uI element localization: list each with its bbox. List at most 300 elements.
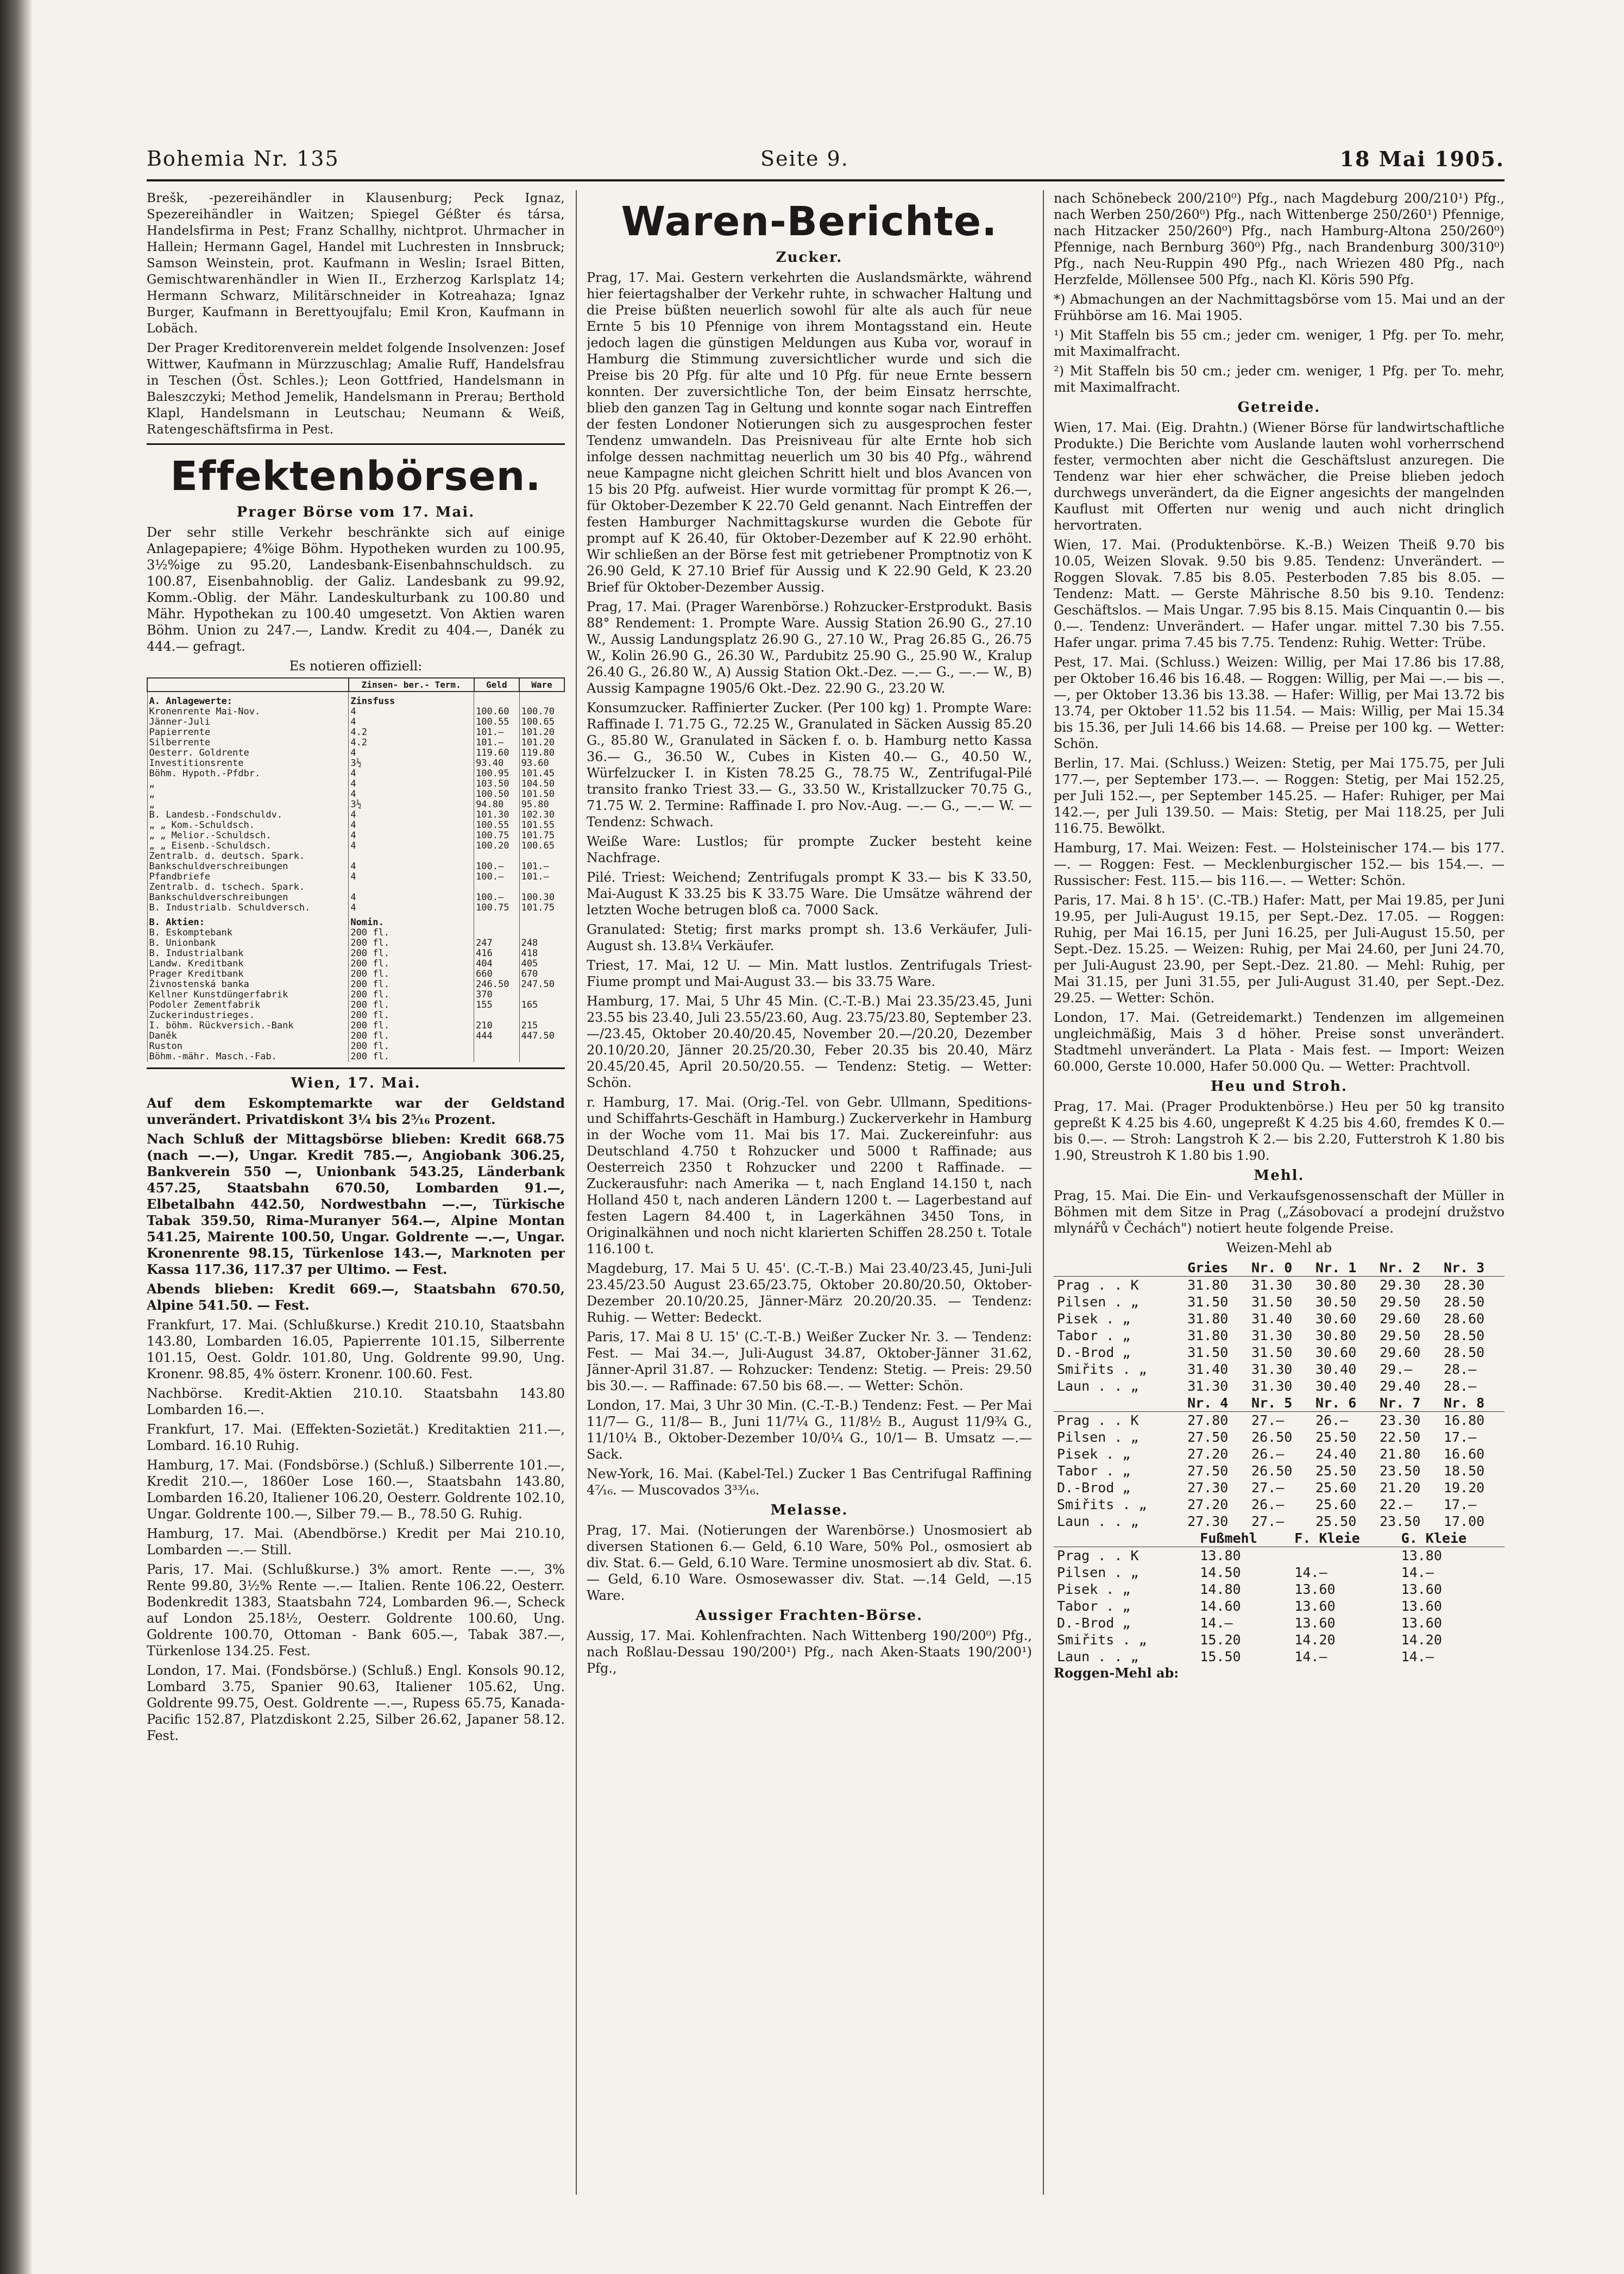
zucker-heading: Zucker. — [776, 249, 843, 266]
securities-cell: 4.2 — [349, 738, 474, 748]
flour-row — [1054, 1462, 1505, 1479]
flour-cell: 29.60 — [1379, 1345, 1421, 1360]
securities-cell: 100.60 — [474, 707, 520, 717]
securities-cell: B. Unionbank — [147, 938, 349, 948]
securities-cell: 93.40 — [474, 758, 520, 769]
flour-row — [1054, 1564, 1505, 1581]
flour-cell: 31.80 — [1187, 1277, 1229, 1293]
flour-cell: 30.60 — [1315, 1345, 1357, 1360]
securities-cell: 215 — [519, 1021, 564, 1031]
wheat-flour-label: Weizen-Mehl ab — [1226, 1240, 1332, 1255]
flour-cell: 31.30 — [1251, 1378, 1293, 1394]
flour-cell: 14.50 — [1200, 1565, 1241, 1580]
securities-row — [147, 928, 564, 938]
flour-cell: D.-Brod „ — [1057, 1615, 1131, 1631]
flour-cell: 25.50 — [1315, 1429, 1357, 1445]
securities-cell: Silberrente — [147, 738, 349, 748]
flour-cell: 28.50 — [1443, 1345, 1485, 1360]
securities-row — [147, 758, 564, 769]
flour-row — [1054, 1631, 1505, 1648]
flour-header-cell: Gries — [1184, 1259, 1248, 1277]
sugar-london: London, 17. Mai, 3 Uhr 30 Min. (C.-T.-B.) Tendenz: Fest. — Per Mai 11/7— G., 11/8— B., Juni 11/7¼ G., 11/8½ B., August 11/9¾ G., 11/10¼ B., Oktober-Dezember 10/0¼ G., 10/1— B. Umsatz —.— Sack. — [587, 1398, 1032, 1462]
hay-straw-report: Prag, 17. Mai. (Prager Produktenbörse.) Heu per 50 kg transito gepreßt K 4.25 bis 4.60, ungepreßt K 4.25 bis 4.60, fremdes K 0.— bis 0.—. — Stroh: Langstroh K 2.— bis 2.20, Futterstroh K 1.80 bis 1.90, Streustroh K 1.80 bis 1.90. — [1054, 1099, 1505, 1163]
flour-cell: 13.60 — [1294, 1598, 1336, 1614]
securities-row — [147, 1041, 564, 1052]
securities-cell: „ — [147, 800, 349, 810]
securities-section-a: A. Anlagewerte: Zinsfuss Kronenrente Mai-Nov. 4 100.60 100.70 Jänner-Juli 4 100.55 100.65 Papierrente 4.2 101.— 101.20 Silberrente 4.2 101.— 101.20 Oesterr. Goldrente 4 119.60 119.80 Investitionsrente 3½ 93.40 93.60 Böhm. Hypoth.-Pfdbr. 4 100.95 101.45 „ 4 103.50 104.50 „ 4 100.50 101.50 „ 3½ 94.80 95.80 B. Landesb.-Fondschuldv. 4 101.30 102.30 „ „ Kom.-Schuldsch. 4 100.55 101.55 „ „ Melior.-Schuldsch. 4 100.75 101.75 „ „ Eisenb.-Schuldsch. 4 100.20 100.65 Zentralb. d. deutsch. Spark. Bankschuldverschreibungen 4 100.— 101.— Pfandbriefe 4 100.— 101.— Zentralb. d. tschech. Spark. Bankschuldverschreibungen 4 100.— 100.30 B. Industrialb. Schuldversch. 4 100.75 101.75 — [147, 692, 564, 913]
securities-cell: 4 — [349, 769, 474, 779]
securities-cell: 100.65 — [519, 717, 564, 727]
paris-report: Paris, 17. Mai. (Schlußkurse.) 3% amort. Rente —.—, 3% Rente 99.80, 3½% Rente —.— Italien. Rente 106.22, Oesterr. Bodenkredit 1383, Staatsbahn 724, Lombarden 96.—, Scheck auf London 25.18½, Oesterr. Goldrente 100.60, Ung. Goldrente 100.70, Ottoman - Bank 605.—, Tabak 387.—, Türkenlose 134.25. Fest. — [147, 1562, 565, 1659]
prague-exchange-report: Der sehr stille Verkehr beschränkte sich auf einige Anlagepapiere; 4%ige Böhm. Hypotheken wurden zu 100.95, 3½%ige zu 95.20, Landesbank-Eisenbahnschuldsch. zu 100.87, Eisenbahnoblig. der Galiz. Landesbank zu 99.92, Komm.-Oblig. der Mähr. Landeskulturbank zu 100.80 und Mähr. Hypothekan zu 100.40 umgesetzt. Von Aktien waren Böhm. Union zu 247.—, Landw. Kredit zu 404.—, Danék zu 444.— gefragt. — [147, 525, 565, 654]
flour-cell: 27.50 — [1187, 1463, 1229, 1479]
securities-cell: 100.55 — [474, 820, 520, 831]
securities-cell: 100.95 — [474, 769, 520, 779]
securities-cell: 447.50 — [519, 1031, 564, 1041]
flour-cell: 14.— — [1401, 1565, 1434, 1580]
flour-row — [1054, 1344, 1505, 1361]
securities-cell: B. Eskomptebank — [147, 928, 349, 938]
official-quotes-label: Es notieren offiziell: — [289, 658, 423, 674]
flour-header-cell — [1054, 1259, 1184, 1277]
freight-continued: nach Schönebeck 200/210⁰) Pfg., nach Magdeburg 200/210¹) Pfg., nach Werben 250/260⁰) Pfg., nach Wittenberge 250/260¹) Pfennige, nach Hitzacker 250/260⁰) Pfg., nach Hamburg-Altona 250/260⁰) Pfennige, nach Bernburg 360⁰) Pfg., nach Brandenburg 300/310⁰) Pfg., nach Neu-Ruppin 490 Pfg., nach Wriezen 480 Pfg., nach Herzfelde, Möllensee 500 Pfg., nach Kl. Köris 590 Pfg. — [1054, 191, 1505, 287]
securities-cell: 119.80 — [519, 748, 564, 758]
sugar-trieste: Triest, 17. Mai, 12 U. — Min. Matt lustlos. Zentrifugals Triest-Fiume prompt und Mai-August 33.— bis 33.75 Ware. — [587, 958, 1032, 989]
securities-cell: Ruston — [147, 1041, 349, 1052]
flour-header-cell: G. Kleie — [1398, 1530, 1505, 1547]
securities-cell — [349, 851, 474, 862]
securities-cell: 101.20 — [519, 738, 564, 748]
securities-cell: Investitionsrente — [147, 758, 349, 769]
securities-cell: 165 — [519, 1000, 564, 1010]
flour-cell: 16.80 — [1443, 1412, 1485, 1428]
securities-cell: 100.55 — [474, 717, 520, 727]
flour-cell: 25.60 — [1315, 1497, 1357, 1512]
securities-row — [147, 810, 564, 820]
freight-footnote-3: ²) Mit Staffeln bis 50 cm.; jeder cm. weniger, 1 Pfg. per To. mehr, mit Maximalfracht. — [1054, 363, 1505, 395]
header-rule — [147, 179, 1505, 181]
column-divider-2 — [1043, 190, 1044, 2195]
grain-berlin: Berlin, 17. Mai. (Schluss.) Weizen: Stetig, per Mai 175.75, per Juli 177.—, per September 173.—. — Roggen: Stetig, per Mai 152.25, per Juli 152.—, per September 145.25. — Hafer: Ruhiger, per Mai 142.—, per Juli 139.50. — Mais: Stetig, per Mai 118.25, per Juli 116.75. Bewölkt. — [1054, 756, 1505, 836]
flour-cell: 31.50 — [1187, 1345, 1229, 1360]
securities-cell: 200 fl. — [349, 969, 474, 979]
securities-cell: 4 — [349, 841, 474, 851]
securities-cell: 100.50 — [474, 789, 520, 800]
sugar-white-goods: Weiße Ware: Lustlos; für prompte Zucker besteht keine Nachfrage. — [587, 834, 1032, 865]
securities-cell: Papierrente — [147, 727, 349, 738]
securities-cell: Daněk — [147, 1031, 349, 1041]
securities-row — [147, 872, 564, 882]
flour-cell: Pilsen . „ — [1057, 1565, 1139, 1580]
flour-cell: 31.40 — [1187, 1361, 1229, 1377]
flour-cell: 30.40 — [1315, 1361, 1357, 1377]
flour-header-cell: Nr. 2 — [1376, 1259, 1440, 1277]
securities-section-b: B. Aktien: Nomin. B. Eskomptebank 200 fl. B. Unionbank 200 fl. 247 248 B. Industrialbank 200 fl. 416 418 Landw. Kreditbank 200 fl. 404 405 Prager Kreditbank 200 fl. 660 670 Živnostenská banka 200 fl. 246.50 247.50 Kellner Kunstdüngerfabrik 200 fl. 370 Podoler Zementfabrik 200 fl. 155 165 Zuckerindustrieges. 200 fl. I. böhm. Rückversich.-Bank 200 fl. 210 215 Daněk 200 fl. 444 447.50 Ruston 200 fl. Böhm.-mähr. Masch.-Fab. 200 fl. — [147, 913, 564, 1062]
securities-row — [147, 820, 564, 831]
securities-cell: 200 fl. — [349, 1021, 474, 1031]
flour-header-cell: Nr. 5 — [1248, 1394, 1312, 1412]
flour-row — [1054, 1327, 1505, 1344]
effektenboersen-heading: Effektenbörsen. — [170, 453, 542, 500]
flour-cell: 13.60 — [1401, 1581, 1442, 1597]
securities-cell: 416 — [474, 948, 520, 959]
flour-cell: 26.— — [1251, 1446, 1285, 1462]
securities-cell: Oesterr. Goldrente — [147, 748, 349, 758]
rye-flour-label: Roggen-Mehl ab: — [1054, 1665, 1179, 1681]
waren-berichte-heading: Waren-Berichte. — [621, 198, 998, 245]
flour-cell: 27.20 — [1187, 1446, 1229, 1462]
flour-row — [1054, 1361, 1505, 1378]
securities-cell: Pfandbriefe — [147, 872, 349, 882]
flour-row — [1054, 1446, 1505, 1462]
securities-cell: 93.60 — [519, 758, 564, 769]
flour-cell: 21.20 — [1379, 1480, 1421, 1496]
flour-header-cell: F. Kleie — [1291, 1530, 1398, 1547]
sugar-hamburg: Hamburg, 17. Mai, 5 Uhr 45 Min. (C.-T.-B.) Mai 23.35/23.45, Juni 23.55 bis 23.40, Juli 23.55/23.60, Aug. 23.75/23.80, September 23.—/23.45, Oktober 20.40/20.45, November 20.—/20.20, Dezember 20.10/20.20, Jänner 20.25/20.30, Feber 20.35 bis 20.40, März 20.45/20.45, April 20.50/20.55. — Tendenz: Stetig. — Wetter: Schön. — [587, 994, 1032, 1090]
securities-cell: 119.60 — [474, 748, 520, 758]
securities-cell: B. Landesb.-Fondschuldv. — [147, 810, 349, 820]
flour-cell: D.-Brod „ — [1057, 1480, 1131, 1496]
securities-cell: 101.— — [519, 872, 564, 882]
flour-row — [1054, 1412, 1505, 1429]
header-paper-number: Bohemia Nr. 135 — [147, 147, 339, 171]
securities-cell: 101.20 — [519, 727, 564, 738]
securities-row — [147, 990, 564, 1000]
sugar-consumer: Konsumzucker. Raffinierter Zucker. (Per 100 kg) 1. Prompte Ware: Raffinade I. 71.75 G., 72.25 W., Granulated in Säcken Aussig 85.20 G., 85.80 W., Granulated in Säcken f. o. b. Hamburg netto Kassa 36.— G., 36.50 W., Cubes in Kisten 40.— G., 40.50 W., Würfelzucker I. in Kisten 78.25 G., 78.75 W., Zentrifugal-Pilé transito franko Triest 33.— G., 33.50 W., Kristallzucker 70.75 G., 71.75 W. 2. Termine: Raffinade I. pro Nov.-Aug. —.— G., —.— W. — Tendenz: Schwach. — [587, 700, 1032, 830]
flour-table-header — [1054, 1394, 1505, 1412]
securities-cell: 101.— — [474, 727, 520, 738]
flour-cell: 13.80 — [1200, 1548, 1241, 1563]
securities-cell: 4 — [349, 893, 474, 903]
flour-cell: 17.— — [1443, 1497, 1477, 1512]
flour-intro: Prag, 15. Mai. Die Ein- und Verkaufsgenossenschaft der Müller in Böhmen mit dem Sitze in Prag („Zásobovací a prodejní družstvo mlynářů v Čechách") notiert heute folgende Preise. — [1054, 1188, 1505, 1236]
securities-row — [147, 727, 564, 738]
mehl-heading: Mehl. — [1254, 1167, 1305, 1184]
securities-cell: 100.— — [474, 872, 520, 882]
flour-cell: 29.60 — [1379, 1311, 1421, 1327]
securities-cell: 4 — [349, 820, 474, 831]
securities-row — [147, 969, 564, 979]
securities-cell: 4 — [349, 748, 474, 758]
securities-cell: 4 — [349, 707, 474, 717]
flour-cell: 27.50 — [1187, 1429, 1229, 1445]
flour-cell: 31.40 — [1251, 1311, 1293, 1327]
securities-cell: 200 fl. — [349, 1052, 474, 1062]
securities-row — [147, 851, 564, 862]
flour-header-cell: Nr. 0 — [1248, 1259, 1312, 1277]
section-b-label: B. Aktien: — [147, 913, 349, 928]
securities-cell: 4.2 — [349, 727, 474, 738]
securities-row — [147, 1021, 564, 1031]
flour-cell: 27.30 — [1187, 1513, 1229, 1529]
flour-cell: 29.— — [1379, 1361, 1413, 1377]
flour-row — [1054, 1615, 1505, 1631]
flour-cell: 19.20 — [1443, 1480, 1485, 1496]
flour-cell: 17.— — [1443, 1429, 1477, 1445]
securities-cell: 101.— — [474, 738, 520, 748]
flour-cell: 14.20 — [1294, 1632, 1336, 1648]
grain-london: London, 17. Mai. (Getreidemarkt.) Tendenzen im allgemeinen ungleichmäßig, Mais 3 d höher. Preise sonst unverändert. Stadtmehl unverändert. La Plata - Mais fest. — Import: Weizen 60.000, Gerste 10.000, Hafer 50.000 Qu. — Wetter: Prachtvoll. — [1054, 1010, 1505, 1074]
securities-cell: 100.— — [474, 893, 520, 903]
flour-cell: 14.80 — [1200, 1581, 1241, 1597]
flour-cell: 27.30 — [1187, 1480, 1229, 1496]
flour-cell: Smiřits . „ — [1057, 1361, 1147, 1377]
flour-table-header — [1054, 1530, 1505, 1547]
section-a-label: A. Anlagewerte: — [147, 692, 349, 707]
securities-cell: 101.— — [519, 862, 564, 872]
flour-cell: 30.80 — [1315, 1277, 1357, 1293]
flour-cell: Prag . . K — [1057, 1412, 1139, 1428]
flour-cell: Pisek . „ — [1057, 1581, 1131, 1597]
securities-cell: „ „ Kom.-Schuldsch. — [147, 820, 349, 831]
securities-cell — [474, 1052, 520, 1062]
securities-cell: 247 — [474, 938, 520, 948]
securities-cell: 102.30 — [519, 810, 564, 820]
flour-cell: 22.— — [1379, 1497, 1413, 1512]
flour-header-cell: Nr. 3 — [1440, 1259, 1505, 1277]
securities-cell: 200 fl. — [349, 928, 474, 938]
column-3 — [1054, 190, 1505, 2195]
flour-row — [1054, 1378, 1505, 1394]
securities-cell — [519, 1010, 564, 1021]
securities-cell: 100.65 — [519, 841, 564, 851]
flour-cell: Pilsen . „ — [1057, 1294, 1139, 1310]
london-report: London, 17. Mai. (Fondsbörse.) (Schluß.) Engl. Konsols 90.12, Lombard 3.75, Spanier 90.63, Italiener 105.62, Ung. Goldrente 99.75, Oest. Goldrente —.—, Rupess 65.75, Kanada-Pacific 152.87, Platzdiskont 2.25, Silber 26.62, Japaner 58.12. Fest. — [147, 1663, 565, 1743]
securities-cell: 3½ — [349, 758, 474, 769]
flour-cell: 15.50 — [1200, 1649, 1241, 1664]
flour-table-1 — [1054, 1259, 1505, 1394]
securities-row — [147, 959, 564, 969]
securities-row — [147, 789, 564, 800]
hamburg-report: Hamburg, 17. Mai. (Fondsbörse.) (Schluß.) Silberrente 101.—, Kredit 210.—, 1860er Lose 160.—, Staatsbahn 143.80, Lombarden 16.20, Italiener 106.20, Oesterr. Goldrente 102.10, Ungar. Goldrente 100.—, Silber 79.— B., 78.50 G. Ruhig. — [147, 1458, 565, 1522]
securities-cell: 4 — [349, 779, 474, 789]
securities-cell: Kellner Kunstdüngerfabrik — [147, 990, 349, 1000]
securities-cell — [474, 1010, 520, 1021]
securities-cell — [474, 1041, 520, 1052]
securities-cell — [519, 990, 564, 1000]
securities-cell: Landw. Kreditbank — [147, 959, 349, 969]
securities-cell: 94.80 — [474, 800, 520, 810]
securities-cell: Zentralb. d. tschech. Spark. — [147, 882, 349, 893]
sugar-pile: Pilé. Triest: Weichend; Zentrifugals prompt K 33.— bis K 33.50, Mai-August K 33.25 bis K 33.75 Ware. Die Umsätze während der letzten Woche betrugen bloß ca. 7000 Sack. — [587, 870, 1032, 918]
flour-cell: 24.40 — [1315, 1446, 1357, 1462]
flour-row — [1054, 1429, 1505, 1446]
securities-row — [147, 948, 564, 959]
securities-cell: 4 — [349, 872, 474, 882]
securities-cell: 101.75 — [519, 831, 564, 841]
securities-row — [147, 1031, 564, 1041]
flour-cell: 27.20 — [1187, 1497, 1229, 1512]
securities-cell — [519, 851, 564, 862]
flour-cell: 25.50 — [1315, 1463, 1357, 1479]
flour-cell: Prag . . K — [1057, 1548, 1139, 1563]
securities-cell: 101.50 — [519, 789, 564, 800]
securities-cell: 100.75 — [474, 831, 520, 841]
flour-cell: 31.50 — [1251, 1294, 1293, 1310]
flour-row — [1054, 1547, 1505, 1565]
securities-cell: 100.— — [474, 862, 520, 872]
flour-cell: 29.50 — [1379, 1328, 1421, 1343]
flour-cell: 31.30 — [1251, 1328, 1293, 1343]
flour-cell: 23.30 — [1379, 1412, 1421, 1428]
flour-cell: 25.50 — [1315, 1513, 1357, 1529]
sugar-raw-product: Prag, 17. Mai. (Prager Warenbörse.) Rohzucker-Erstprodukt. Basis 88° Rendement: 1. Prompte Ware. Aussig Station 26.90 G., 27.10 W., Aussig Landungsplatz 26.90 G., 27.10 W., Prag 26.85 G., 26.75 W., Kolin 26.90 G., 26.30 W., Pardubitz 25.90 G., 25.90 W., Kralup 26.40 G., 26.80 W., A) Aussig Station Okt.-Dez. —.— G., —.— W., B) Aussig Kampagne 1905/6 Okt.-Dez. 22.90 G., 23.20 W. — [587, 599, 1032, 696]
frankfurt-effekten-report: Frankfurt, 17. Mai. (Effekten-Sozietät.) Kreditaktien 211.—, Lombard. 16.10 Ruhig. — [147, 1422, 565, 1453]
securities-cell: 200 fl. — [349, 1000, 474, 1010]
flour-cell: Tabor . „ — [1057, 1328, 1131, 1343]
freight-footnote-2: ¹) Mit Staffeln bis 55 cm.; jeder cm. weniger, 1 Pfg. per To. mehr, mit Maximalfracht. — [1054, 328, 1505, 359]
flour-cell: Tabor . „ — [1057, 1463, 1131, 1479]
securities-cell: 248 — [519, 938, 564, 948]
sugar-hamburg-traffic: r. Hamburg, 17. Mai. (Orig.-Tel. von Gebr. Ullmann, Speditions- und Schiffahrts-Geschäft in Hamburg.) Zuckerverkehr in Hamburg in der Woche vom 11. Mai bis 17. Mai. Zuckereinfuhr: aus Deutschland 4.750 t Rohzucker und 5000 t Raffinade; aus Oesterreich 2350 t Rohzucker und 2200 t Raffinade. — Zuckerausfuhr: nach Amerika — t, nach England 14.150 t, nach Holland 450 t, nach anderen Ländern 1200 t. — Lagerbestand auf festen Lagern 84.400 t, in Lagerkähnen 3450 Tons, in Originalkähnen und noch nicht klarierten Schiffen 28.250 t. Totale 116.100 t. — [587, 1095, 1032, 1257]
flour-cell: D.-Brod „ — [1057, 1345, 1131, 1360]
flour-cell: 17.00 — [1443, 1513, 1485, 1529]
securities-cell: 4 — [349, 862, 474, 872]
sugar-magdeburg: Magdeburg, 17. Mai 5 U. 45'. (C.-T.-B.) Mai 23.40/23.45, Juni-Juli 23.45/23.50 August 23.65/23.75, Oktober 20.80/20.50, Oktober-Dezember 20.10/20.25, Jänner-März 20.20/20.35. — Tendenz: Ruhig. — Wetter: Bedeckt. — [587, 1261, 1032, 1325]
securities-row — [147, 882, 564, 893]
securities-cell: 670 — [519, 969, 564, 979]
flour-cell: 14.— — [1294, 1649, 1327, 1664]
vienna-heading: Wien, 17. Mai. — [291, 1075, 421, 1091]
securities-cell: B. Industrialb. Schuldversch. — [147, 903, 349, 913]
flour-header-cell — [1054, 1530, 1197, 1547]
securities-cell: „ — [147, 779, 349, 789]
securities-cell: 200 fl. — [349, 1041, 474, 1052]
flour-cell: Laun . . „ — [1057, 1649, 1139, 1664]
flour-cell: 31.80 — [1187, 1328, 1229, 1343]
flour-row — [1054, 1277, 1505, 1294]
securities-cell: Zuckerindustrieges. — [147, 1010, 349, 1021]
securities-cell: „ — [147, 789, 349, 800]
securities-row — [147, 938, 564, 948]
flour-header-cell: Fußmehl — [1197, 1530, 1291, 1547]
freight-report: Aussig, 17. Mai. Kohlenfrachten. Nach Wittenberg 190/200⁰) Pfg., nach Roßlau-Dessau 190/200¹) Pfg., nach Aken-Staats 190/200¹) Pfg., — [587, 1628, 1032, 1676]
flour-header-cell: Nr. 7 — [1376, 1394, 1440, 1412]
flour-cell: 28.50 — [1443, 1294, 1485, 1310]
securities-cell: 200 fl. — [349, 938, 474, 948]
flour-cell — [1291, 1547, 1398, 1565]
flour-cell: 13.60 — [1294, 1615, 1336, 1631]
sugar-new-york: New-York, 16. Mai. (Kabel-Tel.) Zucker 1 Bas Centrifugal Raffining 4⁷⁄₁₆. — Muscovados 3³³⁄₁₆. — [587, 1466, 1032, 1498]
securities-cell: 200 fl. — [349, 948, 474, 959]
flour-cell: 30.50 — [1315, 1294, 1357, 1310]
molasses-report: Prag, 17. Mai. (Notierungen der Warenbörse.) Unosmosiert ab diversen Stationen 6.— Geld, 6.10 Ware, 50% Pol., osmosiert ab div. Stat. 6.— Geld, 6.10 Ware. Termine unosmosiert ab div. Stat. 6.— Geld, 6.10 Ware. Osmosewasser div. Stat. —.14 Geld, —.15 Ware. — [587, 1523, 1032, 1603]
securities-row — [147, 717, 564, 727]
securities-cell: 200 fl. — [349, 979, 474, 990]
grain-pest: Pest, 17. Mai. (Schluss.) Weizen: Willig, per Mai 17.86 bis 17.88, per Oktober 16.46 bis 16.48. — Roggen: Willig, per Mai —.— bis —.—, per Oktober 13.36 bis 13.38. — Hafer: Willig, per Mai 13.72 bis 13.74, per Oktober 11.52 bis 11.54. — Mais: Willig, per Mai 15.34 bis 15.36, per Juli 14.66 bis 14.68. — Preise per 100 kg. — Wetter: Schön. — [1054, 655, 1505, 751]
flour-cell: 27.80 — [1187, 1412, 1229, 1428]
securities-row — [147, 1052, 564, 1062]
securities-cell: 405 — [519, 959, 564, 969]
flour-cell: 18.50 — [1443, 1463, 1485, 1479]
flour-cell: 27.— — [1251, 1480, 1285, 1496]
flour-row — [1054, 1513, 1505, 1530]
flour-row — [1054, 1479, 1505, 1496]
securities-cell: 4 — [349, 831, 474, 841]
flour-cell: 13.60 — [1401, 1615, 1442, 1631]
securities-row — [147, 841, 564, 851]
securities-cell: 104.50 — [519, 779, 564, 789]
vienna-evening-close: Abends blieben: Kredit 669.—, Staatsbahn 670.50, Alpine 541.50. — Fest. — [147, 1281, 565, 1313]
vienna-discount-market: Auf dem Eskomptemarkte war der Geldstand unverändert. Privatdiskont 3¼ bis 2⁵⁄₁₆ Prozent. — [147, 1095, 565, 1127]
flour-cell: 31.30 — [1187, 1378, 1229, 1394]
securities-cell: 200 fl. — [349, 1010, 474, 1021]
flour-cell: 13.80 — [1401, 1548, 1442, 1563]
securities-cell — [349, 882, 474, 893]
flour-cell: 31.50 — [1251, 1345, 1293, 1360]
flour-row — [1054, 1310, 1505, 1327]
flour-cell: 30.40 — [1315, 1378, 1357, 1394]
securities-cell — [519, 1041, 564, 1052]
flour-cell: Smiřits . „ — [1057, 1497, 1147, 1512]
securities-row — [147, 738, 564, 748]
securities-cell: 200 fl. — [349, 1031, 474, 1041]
securities-cell: Bankschuldverschreibungen — [147, 893, 349, 903]
column-2 — [587, 190, 1032, 2195]
securities-cell: 4 — [349, 789, 474, 800]
flour-cell: Pisek . „ — [1057, 1446, 1131, 1462]
heu-stroh-heading: Heu und Stroh. — [1211, 1078, 1348, 1095]
securities-cell: „ „ Eisenb.-Schuldsch. — [147, 841, 349, 851]
newspaper-page — [147, 141, 1505, 2195]
flour-cell: 26.50 — [1251, 1463, 1293, 1479]
flour-cell: 31.30 — [1251, 1277, 1293, 1293]
securities-cell: 95.80 — [519, 800, 564, 810]
flour-cell: 14.— — [1294, 1565, 1327, 1580]
flour-cell: 25.60 — [1315, 1480, 1357, 1496]
flour-cell: 28.50 — [1443, 1328, 1485, 1343]
flour-cell: 28.— — [1443, 1361, 1477, 1377]
getreide-heading: Getreide. — [1237, 399, 1321, 416]
flour-row — [1054, 1648, 1505, 1665]
flour-cell: 28.60 — [1443, 1311, 1485, 1327]
securities-cell — [519, 928, 564, 938]
book-binding-edge — [0, 0, 33, 2274]
securities-row — [147, 800, 564, 810]
flour-cell: 28.— — [1443, 1378, 1477, 1394]
securities-cell: 3½ — [349, 800, 474, 810]
securities-cell: 404 — [474, 959, 520, 969]
flour-cell: 21.80 — [1379, 1446, 1421, 1462]
sugar-paris: Paris, 17. Mai 8 U. 15' (C.-T.-B.) Weißer Zucker Nr. 3. — Tendenz: Fest. — Mai 34.—, Juli-August 34.87, Oktober-Jänner 31.62, Jänner-April 31.87. — Rohzucker: Tendenz: Stetig. — Preis: 29.50 bis 30.—. — Raffinade: 67.50 bis 68.—. — Wetter: Schön. — [587, 1329, 1032, 1393]
securities-row — [147, 1010, 564, 1021]
securities-cell: 660 — [474, 969, 520, 979]
flour-cell: 16.60 — [1443, 1446, 1485, 1462]
hamburg-evening-report: Hamburg, 17. Mai. (Abendbörse.) Kredit per Mai 210.10, Lombarden —.— Still. — [147, 1526, 565, 1557]
securities-cell: 444 — [474, 1031, 520, 1041]
flour-cell: 22.50 — [1379, 1429, 1421, 1445]
securities-cell: 4 — [349, 717, 474, 727]
flour-header-cell: Nr. 4 — [1184, 1394, 1248, 1412]
flour-cell: 26.50 — [1251, 1429, 1293, 1445]
flour-cell: 26.— — [1251, 1497, 1285, 1512]
securities-cell: 101.55 — [519, 820, 564, 831]
securities-cell: 101.75 — [519, 903, 564, 913]
header-date: 18 Mai 1905. — [1339, 147, 1505, 171]
securities-cell: 100.75 — [474, 903, 520, 913]
freight-footnote-1: *) Abmachungen an der Nachmittagsbörse vom 15. Mai und an der Frühbörse am 16. Mai 1905. — [1054, 292, 1505, 323]
insolvency-list: Brešk, -pezereihändler in Klausenburg; Peck Ignaz, Spezereihändler in Waitzen; Spiegel Géßter és társa, Handelsfirma in Pest; Franz Schallhy, nichtprot. Uhrmacher in Hallein; Hermann Gagel, Handel mit Luchresten in Innsbruck; Samson Weinstein, prot. Kaufmann in Weslin; Israel Bitten, Gemischtwarenhändler in Wien II., Erzherzog Karlsplatz 14; Hermann Schwarz, Militärschneider in Kotreahaza; Ignaz Burger, Kaufmann in Berettyoujfalu; Emil Kron, Kaufmann in Lobäch. — [147, 191, 565, 336]
flour-cell: 14.— — [1401, 1649, 1434, 1664]
securities-cell: 4 — [349, 810, 474, 820]
securities-cell: 155 — [474, 1000, 520, 1010]
securities-cell: 100.20 — [474, 841, 520, 851]
flour-cell: 31.80 — [1187, 1311, 1229, 1327]
column-1 — [147, 190, 565, 2195]
flour-cell: Pisek . „ — [1057, 1311, 1131, 1327]
securities-cell: I. böhm. Rückversich.-Bank — [147, 1021, 349, 1031]
flour-cell: 23.50 — [1379, 1513, 1421, 1529]
